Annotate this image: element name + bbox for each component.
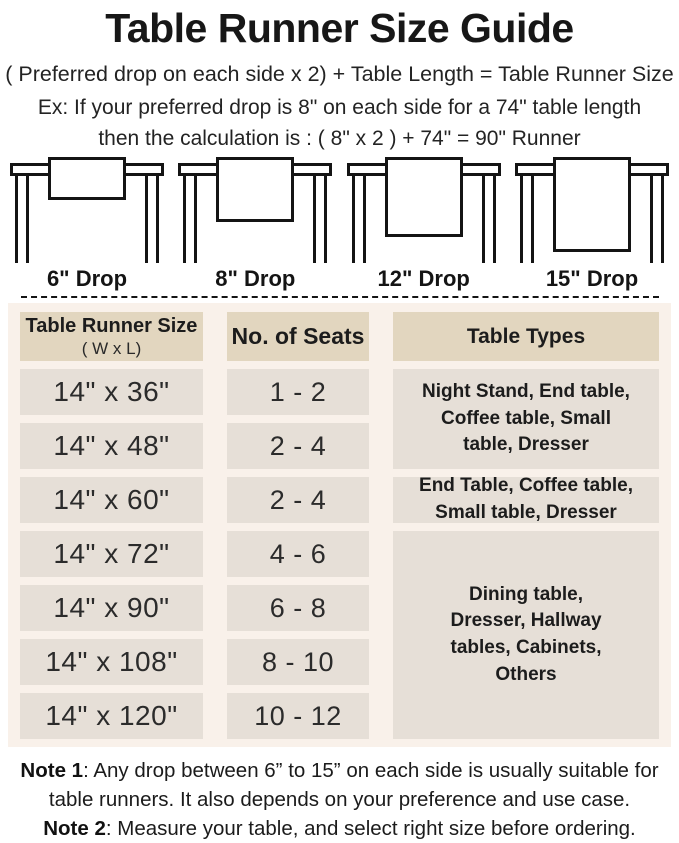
table-row-seats <box>227 369 369 415</box>
table-types-text: Night Stand, End table, Coffee table, Small table, Dresser <box>422 381 630 456</box>
note-2-label: Note 2 <box>43 817 106 841</box>
seats-value: 2 - 4 <box>269 484 327 515</box>
size-value: 14" x 108" <box>45 646 178 677</box>
table-row-seats <box>227 477 369 523</box>
drop-diagram-12in <box>343 157 505 292</box>
drop-diagram-8in <box>174 157 336 292</box>
table-row-seats <box>227 639 369 685</box>
seats-value: 2 - 4 <box>269 430 327 461</box>
runner-rect <box>50 159 125 199</box>
table-row-seats <box>227 585 369 631</box>
table-row-size <box>20 423 203 469</box>
drop-label: 12" Drop <box>377 266 470 291</box>
size-value: 14" x 90" <box>53 592 170 623</box>
size-value: 14" x 36" <box>53 376 170 407</box>
table-types-group-1 <box>393 369 659 469</box>
table-row-size <box>20 369 203 415</box>
header-table-types <box>393 312 659 361</box>
size-table-grid <box>20 312 659 739</box>
runner-rect <box>218 159 293 221</box>
seats-value: 4 - 6 <box>269 538 327 569</box>
note-1-label: Note 1 <box>20 759 84 782</box>
example-line-1: Ex: If your preferred drop is 8" on each side for a 74" table length <box>37 96 642 119</box>
seats-value: 8 - 10 <box>261 646 335 677</box>
notes-section <box>0 756 679 843</box>
table-runner-illustration <box>7 157 167 263</box>
table-runner-illustration <box>175 157 335 263</box>
table-row-size <box>20 585 203 631</box>
table-row-size <box>20 693 203 739</box>
size-value: 14" x 120" <box>45 700 178 731</box>
seats-value: 6 - 8 <box>269 592 327 623</box>
header-seats-label: No. of Seats <box>231 323 365 349</box>
header-runner-size <box>20 312 203 361</box>
table-types-text: Dining table, Dresser, Hallway tables, Cabinets, Others <box>450 583 602 685</box>
formula-text: ( Preferred drop on each side x 2) + Table Length = Table Runner Size <box>5 62 674 86</box>
runner-rect <box>554 159 629 251</box>
table-row-size <box>20 477 203 523</box>
header-seats <box>227 312 369 361</box>
size-value: 14" x 48" <box>53 430 170 461</box>
seats-value: 1 - 2 <box>269 376 327 407</box>
drop-label: 6" Drop <box>46 266 128 291</box>
table-runner-illustration <box>512 157 672 263</box>
table-types-text: End Table, Coffee table, Small table, Dresser <box>419 475 633 523</box>
example-line-2: then the calculation is : ( 8" x 2 ) + 74" = 90" Runner <box>98 127 581 150</box>
page-title: Table Runner Size Guide <box>105 5 574 51</box>
header-runner-size-title: Table Runner Size <box>25 314 198 337</box>
table-row-size <box>20 639 203 685</box>
size-table-panel <box>8 303 671 747</box>
table-row-size <box>20 531 203 577</box>
note-2 <box>0 814 679 843</box>
table-types-group-2 <box>393 477 659 523</box>
table-runner-illustration <box>344 157 504 263</box>
drop-label: 8" Drop <box>215 266 296 291</box>
note-1-text: : Any drop between 6” to 15” on each side is usually suitable for table runners. It also depends on your preference and use case. <box>48 759 659 812</box>
size-value: 14" x 72" <box>53 538 170 569</box>
header-table-types-label: Table Types <box>466 324 586 348</box>
header-runner-size-subtitle: ( W x L) <box>81 338 142 358</box>
note-1 <box>0 756 679 814</box>
drop-diagrams <box>0 157 679 292</box>
drop-diagram-15in <box>511 157 673 292</box>
table-row-seats <box>227 423 369 469</box>
dashed-divider <box>21 296 659 298</box>
table-row-seats <box>227 531 369 577</box>
drop-label: 15" Drop <box>545 266 639 291</box>
table-row-seats <box>227 693 369 739</box>
runner-rect <box>386 159 461 236</box>
note-2-text: : Measure your table, and select right size before ordering. <box>105 817 636 841</box>
table-types-group-3 <box>393 531 659 739</box>
seats-value: 10 - 12 <box>254 700 342 731</box>
size-value: 14" x 60" <box>53 484 170 515</box>
drop-diagram-6in <box>6 157 168 292</box>
